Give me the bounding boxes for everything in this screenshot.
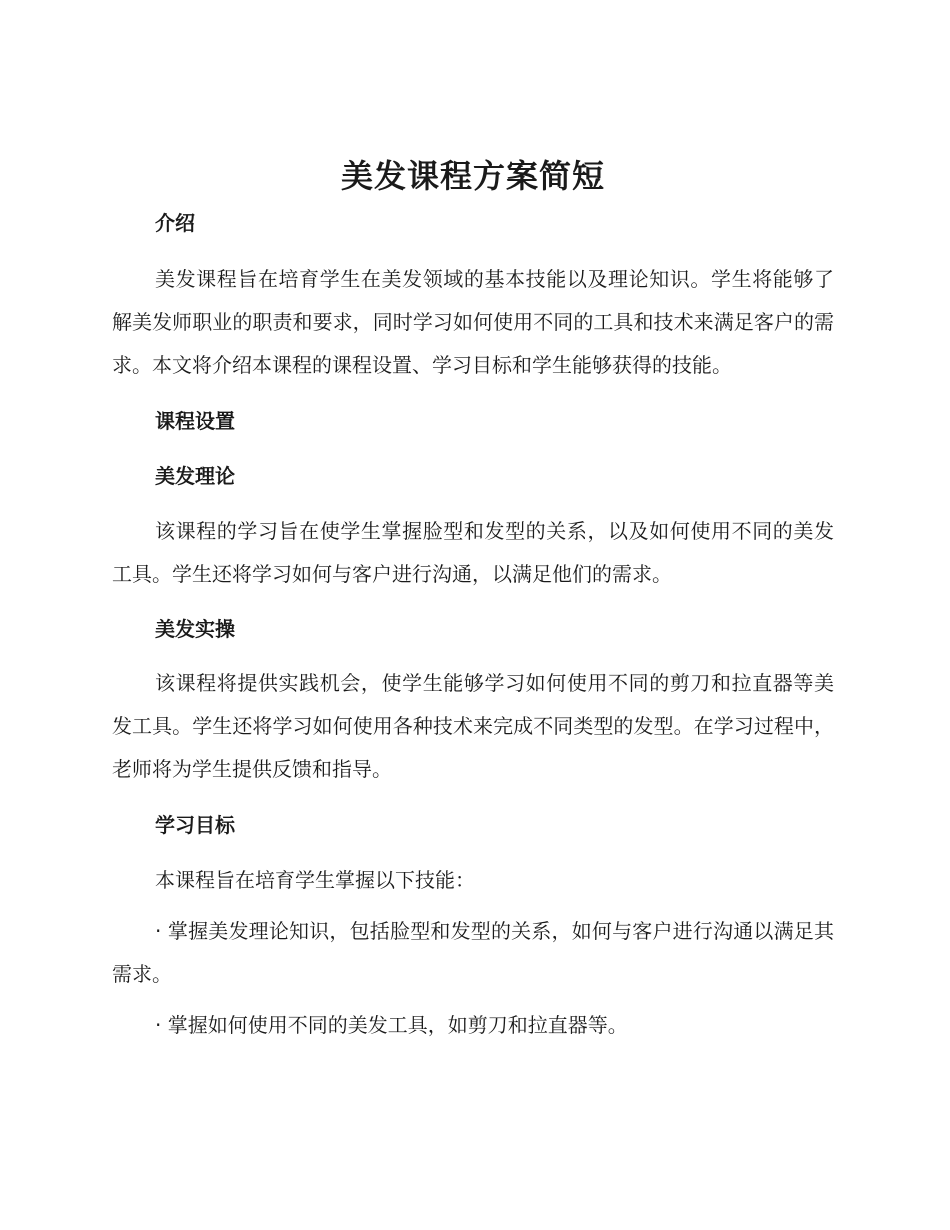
theory-heading: 美发理论: [155, 464, 235, 488]
document-title: 美发课程方案简短: [340, 157, 605, 195]
goals-intro-paragraph: 本课程旨在培育学生掌握以下技能：: [155, 868, 475, 892]
practice-heading: 美发实操: [155, 617, 235, 641]
intro-heading: 介绍: [155, 211, 195, 235]
practice-paragraph: 该课程将提供实践机会，使学生能够学习如何使用不同的剪刀和拉直器等美发工具。学生还将学习如何使用各种技术来完成不同类型的发型。在学习过程中，老师将为学生提供反馈和指导。: [112, 671, 834, 781]
goal-item-1: · 掌握美发理论知识，包括脸型和发型的关系，如何与客户进行沟通以满足其需求。: [112, 919, 834, 986]
goals-heading: 学习目标: [155, 813, 235, 837]
document-page: [112, 150, 834, 1047]
theory-paragraph: 该课程的学习旨在使学生掌握脸型和发型的关系，以及如何使用不同的美发工具。学生还将学习如何与客户进行沟通，以满足他们的需求。: [112, 519, 834, 586]
intro-paragraph: 美发课程旨在培育学生在美发领域的基本技能以及理论知识。学生将能够了解美发师职业的职责和要求，同时学习如何使用不同的工具和技术来满足客户的需求。本文将介绍本课程的课程设置、学习目标和学生能够获得的技能。: [112, 267, 834, 377]
goal-item-2: · 掌握如何使用不同的美发工具，如剪刀和拉直器等。: [155, 1013, 628, 1037]
course-setup-heading: 课程设置: [155, 409, 235, 433]
